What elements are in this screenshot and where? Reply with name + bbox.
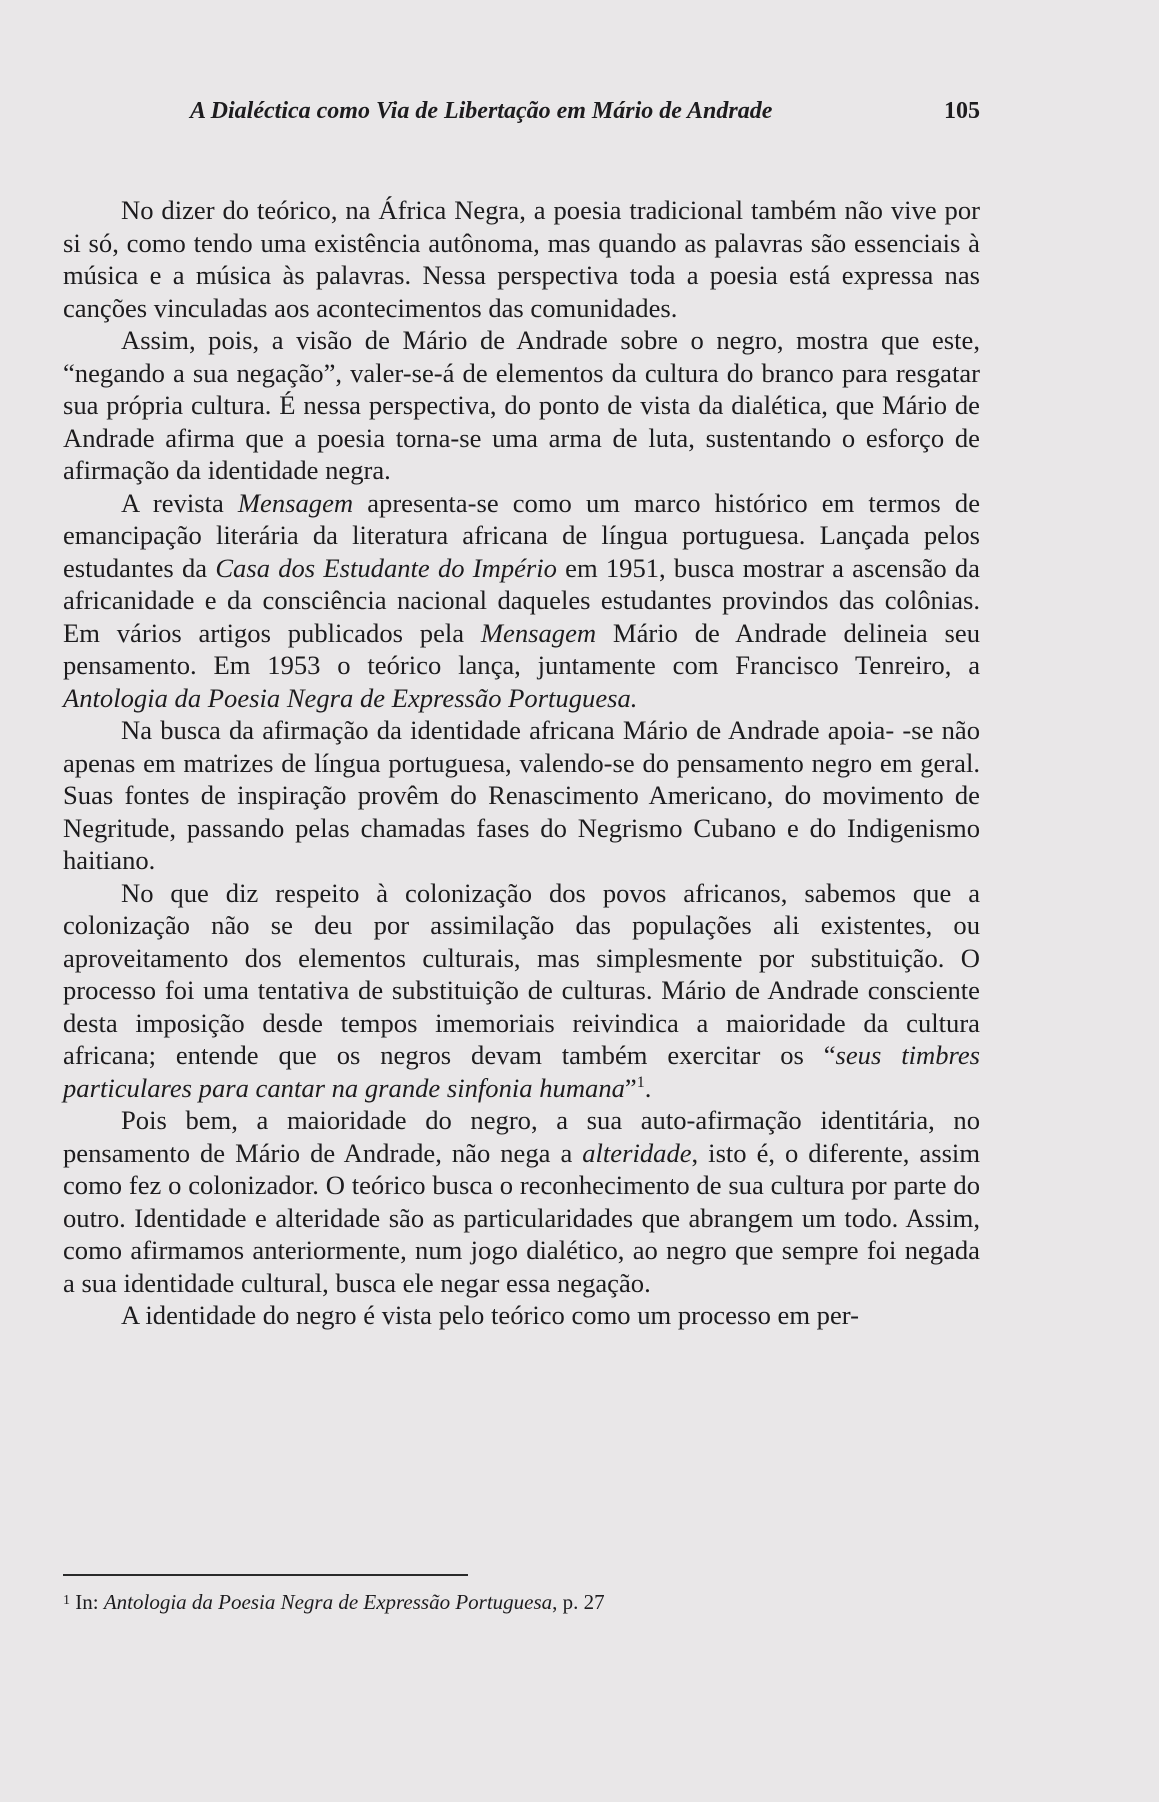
footnote-suffix: , p. 27: [552, 1590, 605, 1614]
paragraph-text: A identidade do negro é vista pelo teórico como um processo em per-: [121, 1300, 859, 1330]
footnote-reference: 1: [636, 1073, 645, 1091]
paragraph-text: No dizer do teórico, na África Negra, a poesia tradicional também não vive por si só, como tendo uma existência autônoma, mas quando as palavras são essenciais à música e a música às palavras. Nessa perspectiva toda a poesia está expressa nas canções vinculadas aos acontecimentos das comunidades.: [63, 195, 980, 323]
paragraph-text: Pois bem, a maioridade do negro, a sua auto-afirmação identitária, no pensamento de Mário de Andrade, não nega a: [63, 1105, 980, 1168]
paragraph: [63, 324, 980, 487]
paragraph-text: Na busca da afirmação da identidade africana Mário de Andrade apoia- -se não apenas em matrizes de língua portuguesa, valendo-se do pensamento negro em geral. Suas fontes de inspiração provêm do Renascimento Americano, do movimento de Negritude, passando pelas chamadas fases do Negrismo Cubano e do Indigenismo haitiano.: [63, 715, 980, 875]
italic-text: seus timbres particulares para cantar na grande sinfonia humana: [63, 1040, 981, 1103]
footnote-prefix: In:: [70, 1590, 104, 1614]
footnote-separator: [63, 1574, 468, 1576]
paragraph: [63, 487, 980, 715]
italic-text: Casa dos Estudante do Império: [215, 552, 557, 583]
italic-text: Mensagem: [480, 617, 597, 648]
footnote-marker: 1: [63, 1593, 70, 1608]
paragraph-text: apresenta-se como um marco histórico em termos de emancipação literária da literatura africana de língua portuguesa. Lançada pelos estudantes da: [63, 487, 980, 583]
running-head-title: A Dialéctica como Via de Libertação em Mário de Andrade: [190, 98, 773, 124]
paragraph-text: , isto é, o diferente, assim como fez o colonizador. O teórico busca o reconhecimento de sua cultura por parte do outro. Identidade e alteridade são as particularidades que abrangem um todo. Assim, como afirmamos anteriormente, num jogo dialético, ao negro que sempre foi negada a sua identidade cultural, busca ele negar essa negação.: [63, 1137, 981, 1298]
running-head: [190, 98, 980, 125]
paragraph-text: A revista: [121, 487, 238, 518]
paragraph-text: Mário de Andrade delineia seu pensamento. Em 1953 o teórico lança, juntamente com Francisco Tenreiro, a: [63, 617, 980, 680]
italic-text: alteridade: [582, 1137, 692, 1168]
paragraph: [63, 877, 980, 1105]
paragraph: [63, 1104, 980, 1299]
page-number: 105: [944, 98, 980, 124]
body-text: [63, 194, 980, 1332]
paragraph: [63, 1299, 980, 1332]
paragraph-text: em 1951, busca mostrar a ascensão da africanidade e da consciência nacional daqueles estudantes provindos das colônias. Em vários artigos publicados pela: [63, 552, 980, 648]
footnote: [63, 1588, 963, 1615]
paragraph: [63, 714, 980, 877]
italic-text: Antologia da Poesia Negra de Expressão Portuguesa.: [63, 682, 638, 713]
paragraph-text: No que diz respeito à colonização dos povos africanos, sabemos que a colonização não se deu por assimilação das populações ali existentes, ou aproveitamento dos elementos culturais, mas simplesmente por substituição. O processo foi uma tentativa de substituição de culturas. Mário de Andrade consciente desta imposição desde tempos imemoriais reivindica a maioridade da cultura africana; entende que os negros devam também exercitar os “: [63, 877, 980, 1070]
paragraph-text: .: [644, 1072, 652, 1103]
italic-text: Mensagem: [237, 487, 354, 518]
paragraph-text: ”: [624, 1072, 637, 1103]
footnote-title: Antologia da Poesia Negra de Expressão Portuguesa: [103, 1590, 553, 1614]
paragraph-text: Assim, pois, a visão de Mário de Andrade sobre o negro, mostra que este, “negando a sua negação”, valer-se-á de elementos da cultura do branco para resgatar sua própria cultura. É nessa perspectiva, do ponto de vista da dialética, que Mário de Andrade afirma que a poesia torna-se uma arma de luta, sustentando o esforço de afirmação da identidade negra.: [63, 325, 980, 485]
paragraph: [63, 194, 980, 324]
